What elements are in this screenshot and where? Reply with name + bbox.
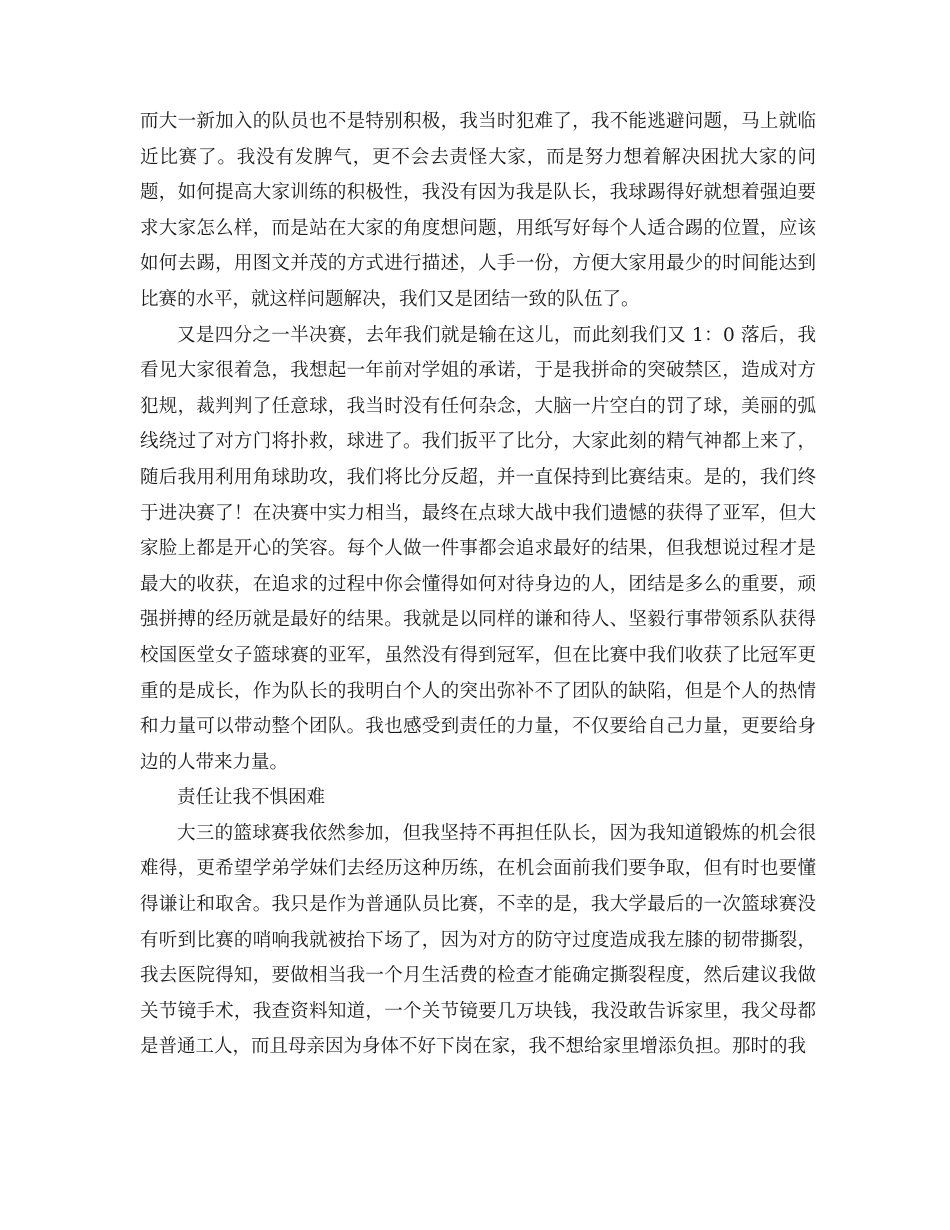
paragraph-3: 大三的篮球赛我依然参加，但我坚持不再担任队长，因为我知道锻炼的机会很难得，更希望学弟学妹们去经历这种历练，在机会面前我们要争取，但有时也要懂得谦让和取舍。我只是作为普通队员比赛，不幸的是，我大学最后的一次篮球赛没有听到比赛的哨响我就被抬下场了，因为对方的防守过度造成我左膝的韧带撕裂，我去医院得知，要做相当我一个月生活费的检查才能确定撕裂程度，然后建议我做关节镜手术，我查资料知道，一个关节镜要几万块钱，我没敢告诉家里，我父母都是普通工人，而且母亲因为身体不好下岗在家，我不想给家里增添负担。那时的我 xyxy=(140,822,816,1058)
document-body xyxy=(140,104,816,1065)
paragraph-2: 又是四分之一半决赛，去年我们就是输在这儿，而此刻我们又 1：0 落后，我看见大家很着急，我想起一年前对学姐的承诺，于是我拼命的突破禁区，造成对方犯规，裁判判了任意球，我当时没有任何杂念，大脑一片空白的罚了球，美丽的弧线绕过了对方门将扑救，球进了。我们扳平了比分，大家此刻的精气神都上来了，随后我用利用角球助攻，我们将比分反超，并一直保持到比赛结束。是的，我们终于进决赛了！在决赛中实力相当，最终在点球大战中我们遗憾的获得了亚军，但大家脸上都是开心的笑容。每个人做一件事都会追求最好的结果，但我想说过程才是最大的收获，在追求的过程中你会懂得如何对待身边的人，团结是多么的重要，顽强拼搏的经历就是最好的结果。我就是以同样的谦和待人、坚毅行事带领系队获得校国医堂女子篮球赛的亚军，虽然没有得到冠军，但在比赛中我们收获了比冠军更重的是成长，作为队长的我明白个人的突出弥补不了团队的缺陷，但是个人的热情和力量可以带动整个团队。我也感受到责任的力量，不仅要给自己力量，更要给身边的人带来力量。 xyxy=(140,324,816,773)
section-heading: 责任让我不惧困难 xyxy=(177,787,326,809)
paragraph-1: 而大一新加入的队员也不是特别积极，我当时犯难了，我不能逃避问题，马上就临近比赛了。我没有发脾气，更不会去责怪大家，而是努力想着解决困扰大家的问题，如何提高大家训练的积极性，我没有因为我是队长，我球踢得好就想着强迫要求大家怎么样，而是站在大家的角度想问题，用纸写好每个人适合踢的位置，应该如何去踢，用图文并茂的方式进行描述，人手一份，方便大家用最少的时间能达到比赛的水平，就这样问题解决，我们又是团结一致的队伍了。 xyxy=(140,111,816,310)
